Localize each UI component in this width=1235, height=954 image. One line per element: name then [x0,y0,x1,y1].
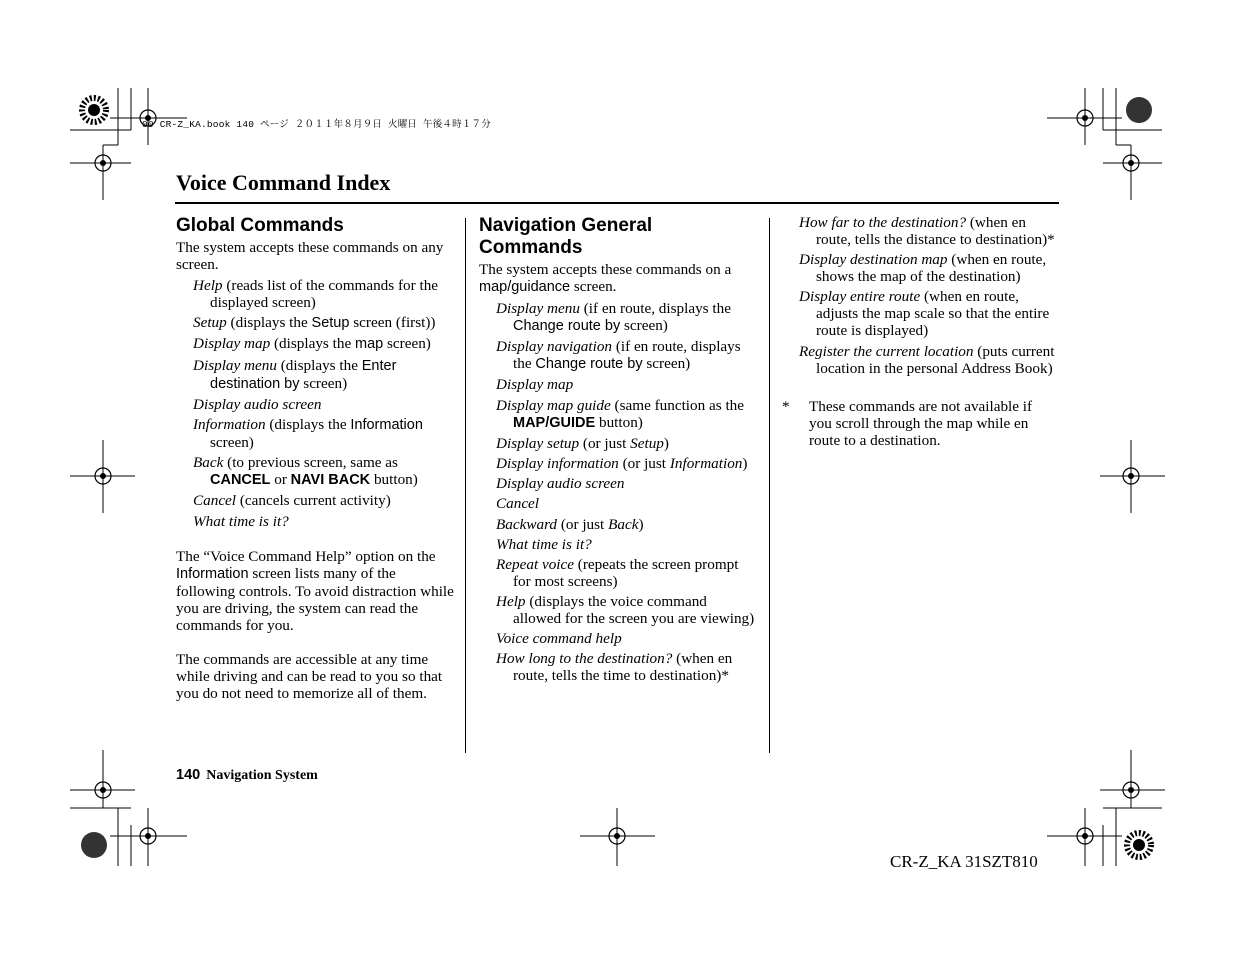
print-header: 00 CR-Z_KA.book 140 ページ ２０１１年８月９日 火曜日 午後４時１７分 [142,119,491,130]
command-item [496,338,757,373]
global-commands-list [176,277,456,530]
global-commands-column [176,215,456,702]
command-description: (or just [579,434,631,452]
command-item [799,251,1058,285]
command-description: (to previous screen, same as [223,454,398,472]
command-description: (displays the [276,356,362,374]
command-description: (or just [557,515,609,533]
command-phrase: Cancel [193,492,237,510]
global-commands-heading: Global Commands [176,215,344,236]
document-code: CR-Z_KA 31SZT810 [890,852,1038,871]
command-description: (when en route, tells the time to destination)* [513,650,733,685]
command-phrase: Backward [496,515,558,533]
command-item [193,416,456,451]
command-description: (displays the voice command allowed for the screen you are viewing) [513,593,755,628]
command-item [193,396,456,413]
command-item [799,288,1058,339]
command-phrase: Display setup [496,434,580,452]
command-description: button) [595,413,643,431]
command-description: (cancels current activity) [236,492,391,510]
button-name: NAVI BACK [290,472,371,489]
command-item [799,214,1058,248]
command-description: screen) [383,335,431,353]
command-phrase: Information [193,415,266,433]
screen-name: map [355,336,384,353]
command-description: (when en route, adjusts the map scale so that the entire route is displayed) [816,288,1050,340]
command-phrase: What time is it? [193,512,289,530]
command-item [193,335,456,353]
command-item [193,513,456,530]
screen-name: Change route by [535,356,643,373]
command-phrase: Display map [193,335,271,353]
button-name: MAP/GUIDE [513,414,596,431]
command-phrase: Back [193,454,224,472]
voice-help-paragraph [176,548,456,634]
command-phrase: Help [193,277,223,294]
command-description: ) [638,515,644,533]
title-rule [175,202,1059,204]
command-item [799,343,1058,377]
command-phrase: Setup [193,314,227,332]
command-description: (puts current location in the personal Address Book) [816,342,1055,377]
command-item [193,277,456,311]
command-phrase: Display information [496,454,619,472]
page-number: 140 [176,767,201,783]
footnote [782,398,1058,449]
command-phrase: Display map [496,376,574,394]
command-item [496,455,757,472]
screen-name: Setup [311,315,350,332]
command-item [496,300,757,335]
command-item [496,475,757,492]
command-phrase: How far to the destination? [799,214,967,231]
nav-intro-text-b: screen. [570,278,617,295]
command-description: ) [742,454,748,472]
command-item [496,516,757,533]
command-phrase: Display entire route [799,288,921,306]
command-item [496,435,757,452]
command-item [193,314,456,332]
voice-help-text-a: The “Voice Command Help” option on the [176,547,436,565]
command-description: (if en route, displays the [579,300,731,317]
command-item [496,376,757,393]
command-phrase: Display map guide [496,396,611,414]
command-phrase: Display menu [193,356,277,374]
command-description: (displays the [265,415,351,433]
information-screen-label: Information [176,565,249,582]
screen-name: Change route by [513,318,621,334]
column-divider-1 [465,218,466,753]
command-description: (repeats the screen prompt for most screens) [513,555,739,590]
command-item [193,357,456,393]
command-description: ) [663,434,669,452]
command-description: (reads list of the commands for the displayed screen) [210,277,439,311]
command-alias: Setup [630,434,664,452]
command-item [496,593,757,627]
command-phrase: How long to the destination? [496,650,673,668]
navigation-commands-continued-list [782,214,1058,377]
accessible-paragraph: The commands are accessible at any time while driving and can be read to you so that you do not need to memorize all of them. [176,650,443,702]
command-item [496,397,757,432]
command-description: (if en route, displays the [513,338,741,373]
screen-name: Enter destination by [210,357,397,392]
command-phrase: Register the current location [799,342,974,360]
command-item [496,495,757,512]
command-description: screen (first)) [349,314,436,332]
command-description: or [270,471,291,489]
page-footer [176,766,318,784]
screen-name: Information [350,416,423,433]
command-description: (displays the [270,335,355,353]
command-phrase: Display destination map [799,251,948,269]
page-title: Voice Command Index [176,170,391,195]
command-phrase: Help [496,593,526,611]
map-guidance-label: map/guidance [479,279,571,295]
command-description: (displays the [226,314,312,332]
command-phrase: Voice command help [496,630,622,648]
global-commands-intro: The system accepts these commands on any screen. [176,239,444,273]
command-phrase: What time is it? [496,535,592,553]
voice-help-text-b: screen lists many of the following controls. To avoid distraction while you are driving, the system can read the commands for you. [176,564,454,634]
command-phrase: Repeat voice [496,555,574,573]
button-name: CANCEL [210,472,271,489]
navigation-commands-intro [479,261,757,296]
command-description: screen) [620,317,668,334]
command-item [193,454,456,489]
command-phrase: Display audio screen [193,395,322,413]
command-description: screen) [642,355,691,373]
section-label: Navigation System [206,768,318,783]
command-phrase: Display navigation [496,338,613,356]
command-alias: Information [669,454,743,472]
command-item [496,650,757,684]
command-alias: Back [608,515,639,533]
command-description: (when en route, shows the map of the destination) [816,251,1047,286]
navigation-commands-heading: Navigation General Commands [479,215,653,258]
column-divider-2 [769,218,770,753]
nav-intro-text-a: The system accepts these commands on a [479,261,732,278]
navigation-commands-continued-column [782,214,1058,449]
command-item [193,492,456,509]
command-phrase: Cancel [496,495,540,513]
navigation-commands-list [479,300,757,684]
command-description: (when en route, tells the distance to destination)* [816,214,1055,248]
command-description: (or just [618,454,670,472]
command-item [496,536,757,553]
command-description: (same function as the [610,396,745,414]
command-item [496,630,757,647]
command-phrase: Display menu [496,300,580,317]
command-phrase: Display audio screen [496,475,625,493]
command-description: button) [370,471,418,489]
command-item [496,556,757,590]
command-description: screen) [299,374,348,392]
footnote-text: These commands are not available if you scroll through the map while en route to a destination. [809,397,1033,449]
navigation-commands-column [479,215,757,688]
footnote-mark: * [782,397,790,415]
command-description: screen) [210,433,254,451]
